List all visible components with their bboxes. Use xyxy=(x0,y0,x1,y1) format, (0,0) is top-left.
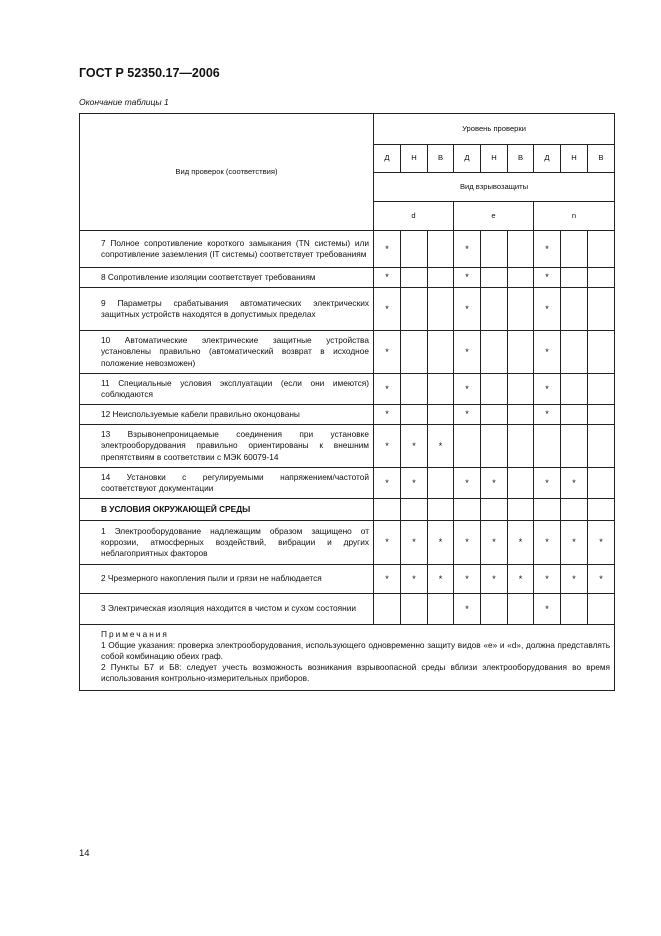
notes xyxy=(80,625,615,691)
empty-cell xyxy=(534,499,561,521)
table-row xyxy=(80,521,615,565)
mark-cell xyxy=(401,288,428,331)
mark-cell xyxy=(508,331,534,374)
mark-cell: * xyxy=(374,521,401,565)
table-row xyxy=(80,231,615,268)
check-description-text: 8 Сопротивление изоляции соответствует требованиям xyxy=(101,271,316,282)
mark-cell: * xyxy=(454,231,481,268)
mark-cell: * xyxy=(454,331,481,374)
page-number: 14 xyxy=(79,848,90,859)
mark-cell: * xyxy=(534,405,561,425)
level-cell: В xyxy=(508,145,534,173)
table-row xyxy=(80,565,615,594)
check-description xyxy=(80,521,374,565)
check-description xyxy=(80,594,374,625)
mark-cell xyxy=(428,468,454,499)
mark-cell: * xyxy=(401,425,428,468)
level-cell: Д xyxy=(454,145,481,173)
check-description-text: 2 Чрезмерного накопления пыли и грязи не наблюдается xyxy=(101,573,322,584)
check-description xyxy=(80,405,374,425)
check-description-text: 11 Специальные условия эксплуатации (если они имеются) соблюдаются xyxy=(101,377,369,399)
mark-cell xyxy=(428,594,454,625)
mark-cell: * xyxy=(561,521,588,565)
mark-cell xyxy=(561,288,588,331)
mark-cell xyxy=(561,374,588,405)
check-description xyxy=(80,374,374,405)
check-description xyxy=(80,565,374,594)
mark-cell: * xyxy=(454,521,481,565)
mark-cell: * xyxy=(508,521,534,565)
mark-cell: * xyxy=(374,565,401,594)
mark-cell xyxy=(588,374,615,405)
check-description xyxy=(80,268,374,288)
level-cell: Н xyxy=(481,145,508,173)
mark-cell xyxy=(428,374,454,405)
check-description xyxy=(80,331,374,374)
mark-cell: * xyxy=(454,565,481,594)
mark-cell xyxy=(588,425,615,468)
mark-cell: * xyxy=(534,231,561,268)
mark-cell: * xyxy=(534,521,561,565)
mark-cell: * xyxy=(534,288,561,331)
mark-cell xyxy=(428,288,454,331)
mark-cell xyxy=(401,594,428,625)
level-cell: Д xyxy=(374,145,401,173)
mark-cell xyxy=(508,594,534,625)
mark-cell: * xyxy=(508,565,534,594)
section-row xyxy=(80,499,615,521)
mark-cell xyxy=(428,405,454,425)
mark-cell xyxy=(588,268,615,288)
mark-cell xyxy=(561,331,588,374)
mark-cell xyxy=(508,268,534,288)
mark-cell xyxy=(481,288,508,331)
mark-cell xyxy=(374,594,401,625)
mark-cell xyxy=(481,594,508,625)
table-caption: Окончание таблицы 1 xyxy=(79,97,169,107)
mark-cell: * xyxy=(454,468,481,499)
mark-cell: * xyxy=(454,288,481,331)
check-description-text: 1 Электрооборудование надлежащим образом защищено от коррозии, атмосферных воздействий, вибрации и других неблагоприятных факторов xyxy=(101,525,369,559)
mark-cell xyxy=(588,331,615,374)
table-row xyxy=(80,268,615,288)
notes-heading: Примечания xyxy=(101,629,169,639)
mark-cell: * xyxy=(534,594,561,625)
mark-cell xyxy=(454,425,481,468)
level-cell: Н xyxy=(561,145,588,173)
level-cell: Н xyxy=(401,145,428,173)
mark-cell: * xyxy=(588,565,615,594)
check-description-text: 7 Полное сопротивление короткого замыкания (TN системы) или сопротивление заземления (IT системы) соответствует требованиям xyxy=(101,237,369,259)
mark-cell xyxy=(401,268,428,288)
mark-cell: * xyxy=(374,405,401,425)
mark-cell: * xyxy=(428,425,454,468)
mark-cell: * xyxy=(401,565,428,594)
document-title: ГОСТ Р 52350.17—2006 xyxy=(79,66,220,80)
mark-cell: * xyxy=(588,521,615,565)
check-description xyxy=(80,288,374,331)
notes-row xyxy=(80,625,615,691)
mark-cell xyxy=(508,374,534,405)
mark-cell xyxy=(481,405,508,425)
mark-cell xyxy=(428,231,454,268)
mark-cell: * xyxy=(561,468,588,499)
check-description-text: 9 Параметры срабатывания автоматических электрических защитных устройств находятся в допустимых пределах xyxy=(101,297,369,319)
mark-cell: * xyxy=(534,565,561,594)
mark-cell xyxy=(588,468,615,499)
empty-cell xyxy=(481,499,508,521)
mark-cell: * xyxy=(374,468,401,499)
mark-cell xyxy=(428,268,454,288)
mark-cell xyxy=(401,231,428,268)
mark-cell: * xyxy=(534,468,561,499)
mark-cell: * xyxy=(374,288,401,331)
note-item: 1 Общие указания: проверка электрооборудования, использующего одновременно защиту видов «е» и «d», должна представлять собой комбинацию обеих граф. xyxy=(101,640,611,662)
table-row xyxy=(80,425,615,468)
mark-cell xyxy=(508,468,534,499)
mark-cell xyxy=(561,231,588,268)
mark-cell xyxy=(481,425,508,468)
mark-cell xyxy=(401,331,428,374)
empty-cell xyxy=(428,499,454,521)
mark-cell: * xyxy=(401,468,428,499)
mark-cell xyxy=(588,594,615,625)
mark-cell: * xyxy=(374,374,401,405)
mark-cell: * xyxy=(374,331,401,374)
inspection-table xyxy=(79,113,615,691)
mark-cell: * xyxy=(454,405,481,425)
mark-cell xyxy=(401,374,428,405)
check-description-text: 3 Электрическая изоляция находится в чистом и сухом состоянии xyxy=(101,603,356,614)
level-cell: В xyxy=(428,145,454,173)
empty-cell xyxy=(588,499,615,521)
mark-cell: * xyxy=(374,268,401,288)
mark-cell: * xyxy=(534,331,561,374)
mark-cell xyxy=(481,268,508,288)
mark-cell xyxy=(481,231,508,268)
mark-cell: * xyxy=(428,521,454,565)
mark-cell: * xyxy=(401,521,428,565)
check-description-text: 12 Неиспользуемые кабели правильно оконцованы xyxy=(101,408,300,419)
table-row xyxy=(80,405,615,425)
check-description-text: 14 Установки с регулируемыми напряжением/частотой соответствуют документации xyxy=(101,471,369,493)
mark-cell: * xyxy=(374,425,401,468)
mark-cell: * xyxy=(481,468,508,499)
mark-cell: * xyxy=(454,594,481,625)
mark-cell xyxy=(508,231,534,268)
mark-cell xyxy=(588,405,615,425)
table-row xyxy=(80,374,615,405)
level-cell: В xyxy=(588,145,615,173)
mark-cell xyxy=(588,288,615,331)
mark-cell: * xyxy=(534,268,561,288)
check-description xyxy=(80,231,374,268)
empty-cell xyxy=(454,499,481,521)
mark-cell xyxy=(561,268,588,288)
check-description xyxy=(80,468,374,499)
mark-cell xyxy=(561,405,588,425)
table-row xyxy=(80,468,615,499)
level-cell: Д xyxy=(534,145,561,173)
check-description xyxy=(80,425,374,468)
protection-type-cell: n xyxy=(534,202,615,231)
mark-cell: * xyxy=(534,374,561,405)
table-row xyxy=(80,331,615,374)
mark-cell: * xyxy=(481,521,508,565)
mark-cell: * xyxy=(428,565,454,594)
mark-cell: * xyxy=(454,374,481,405)
empty-cell xyxy=(561,499,588,521)
column-header-check-type: Вид проверок (соответствия) xyxy=(80,114,374,231)
mark-cell xyxy=(508,425,534,468)
note-item: 2 Пункты Б7 и Б8: следует учесть возможность возникания взрывоопасной среды вблизи электрооборудования во время использования контрольно-измерительных приборов. xyxy=(101,662,611,684)
check-description-text: 10 Автоматические электрические защитные устройства установлены правильно (автоматический возврат в исходное положение невозможен) xyxy=(101,335,369,368)
empty-cell xyxy=(374,499,401,521)
mark-cell xyxy=(481,374,508,405)
mark-cell xyxy=(428,331,454,374)
protection-type-cell: e xyxy=(454,202,534,231)
mark-cell: * xyxy=(481,565,508,594)
level-header: Уровень проверки xyxy=(374,114,615,145)
check-description-text: 13 Взрывонепроницаемые соединения при установке электрооборудования правильно ориентированы к внешним препятствиям в соответствии с МЭК 60079-14 xyxy=(101,429,369,462)
mark-cell xyxy=(561,594,588,625)
mark-cell: * xyxy=(454,268,481,288)
mark-cell xyxy=(401,405,428,425)
mark-cell xyxy=(561,425,588,468)
table-row xyxy=(80,288,615,331)
protection-type-cell: d xyxy=(374,202,454,231)
section-title: В УСЛОВИЯ ОКРУЖАЮЩЕЙ СРЕДЫ xyxy=(80,499,374,521)
mark-cell xyxy=(481,331,508,374)
empty-cell xyxy=(508,499,534,521)
table-row xyxy=(80,594,615,625)
mark-cell: * xyxy=(561,565,588,594)
mark-cell xyxy=(588,231,615,268)
mark-cell: * xyxy=(374,231,401,268)
mark-cell xyxy=(508,288,534,331)
protection-header: Вид взрывозащиты xyxy=(374,173,615,202)
mark-cell xyxy=(508,405,534,425)
mark-cell xyxy=(534,425,561,468)
empty-cell xyxy=(401,499,428,521)
